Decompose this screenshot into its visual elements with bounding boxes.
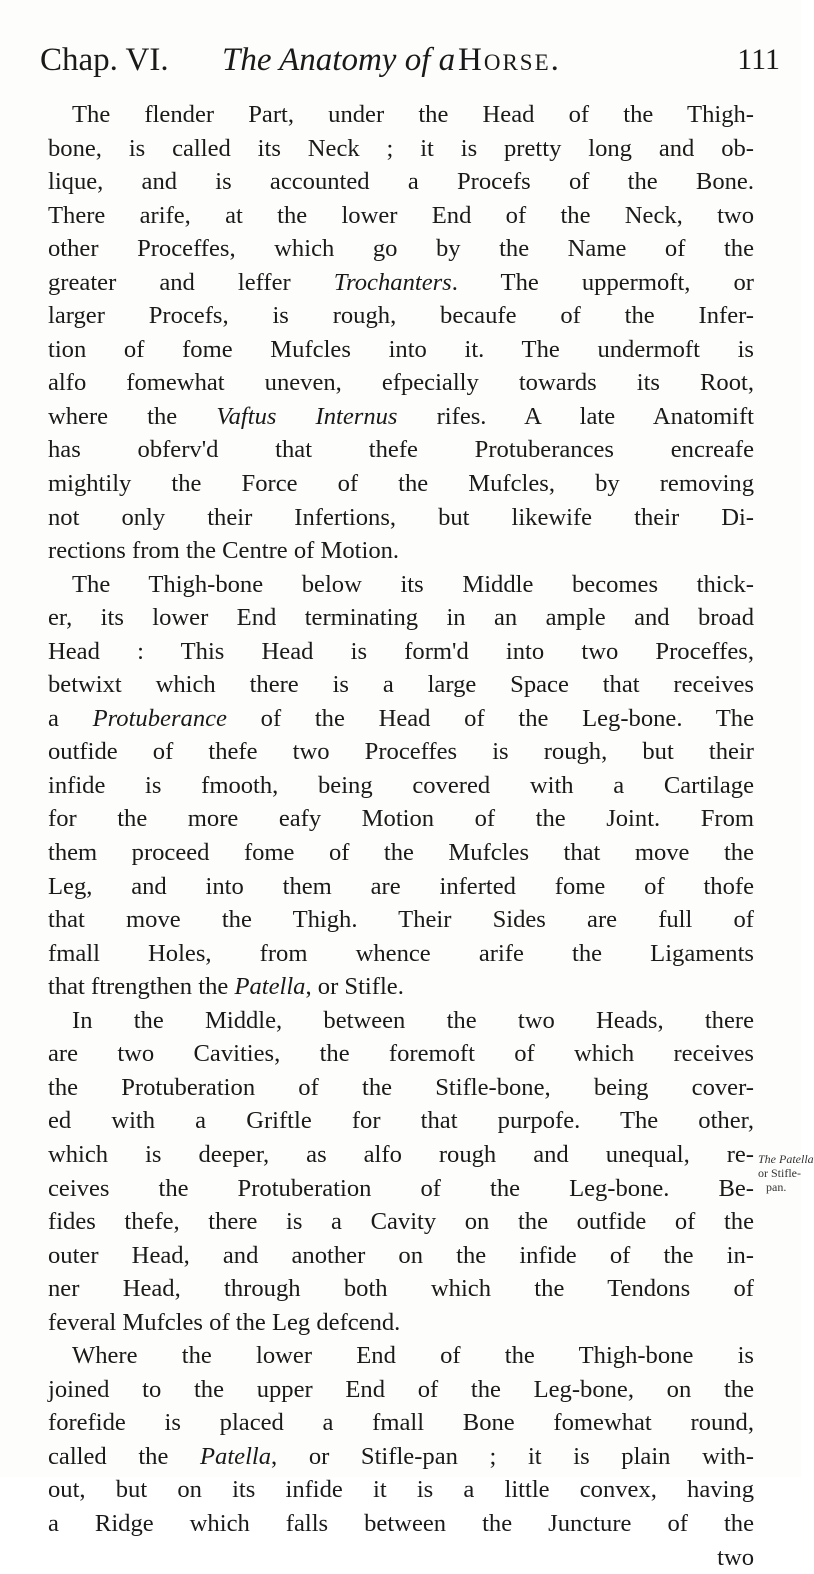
text-segment: mightily the Force of the Mufcles, by removing: [48, 470, 754, 498]
running-title-horse: Horse.: [458, 42, 561, 78]
text-segment: outer Head, and another on the infide of the in-: [48, 1241, 754, 1269]
text-line: [48, 333, 754, 367]
text-segment: that ftrengthen the: [48, 973, 235, 1001]
text-segment: them proceed fome of the Mufcles that move the: [48, 839, 754, 867]
text-segment: of the Head of the Leg-bone. The: [226, 704, 754, 732]
text-line: [48, 735, 754, 769]
body-text: [48, 98, 754, 1574]
text-line: [48, 1406, 754, 1440]
italic-term: Patella: [234, 973, 306, 1001]
text-line: [48, 1507, 754, 1541]
text-segment: outfide of thefe two Proceffes is rough, but their: [48, 738, 754, 766]
text-line: [48, 937, 754, 971]
text-line: [48, 568, 754, 602]
text-line: [48, 769, 754, 803]
text-line: [48, 970, 754, 1004]
text-segment: In the Middle, between the two Heads, there: [72, 1006, 754, 1034]
text-line: [48, 534, 754, 568]
text-segment: rections from the Centre of Motion.: [48, 537, 400, 565]
margin-note-line: pan.: [766, 1180, 787, 1194]
text-line: [48, 501, 754, 535]
italic-term: Patella: [200, 1442, 272, 1470]
text-segment: forefide is placed a fmall Bone fomewhat round,: [48, 1409, 754, 1437]
text-line: [48, 1541, 754, 1574]
italic-term: Vaftus Internus: [216, 402, 398, 430]
text-segment: for the more eafy Motion of the Joint. From: [48, 805, 754, 833]
text-line: [48, 1004, 754, 1038]
text-segment: the Protuberation of the Stifle-bone, being cover-: [48, 1073, 754, 1101]
text-line: [48, 1037, 754, 1071]
text-segment: called the: [48, 1442, 200, 1470]
text-segment: There arife, at the lower End of the Neck, two: [48, 201, 754, 229]
text-line: [48, 1272, 754, 1306]
text-segment: The Thigh-bone below its Middle becomes thick-: [72, 570, 754, 598]
text-line: [48, 702, 754, 736]
text-line: [48, 1138, 754, 1172]
chapter-label: Chap. VI.: [40, 42, 169, 78]
text-segment: a Ridge which falls between the Juncture of the: [48, 1509, 754, 1537]
text-segment: not only their Infertions, but likewife their Di-: [48, 503, 754, 531]
text-segment: . The uppermoft, or: [451, 268, 754, 296]
italic-term: Protuberance: [92, 704, 227, 732]
text-line: [48, 1473, 754, 1507]
margin-note: [758, 1152, 814, 1194]
text-segment: Head : This Head is form'd into two Proceffes,: [48, 637, 754, 665]
text-line: [48, 165, 754, 199]
text-segment: ner Head, through both which the Tendons of: [48, 1275, 754, 1303]
text-segment: that move the Thigh. Their Sides are full of: [48, 906, 754, 934]
text-line: [48, 199, 754, 233]
text-segment: Leg, and into them are inferted fome of thofe: [48, 872, 754, 900]
text-line: [48, 1306, 754, 1340]
text-line: [48, 433, 754, 467]
text-segment: has obferv'd that thefe Protuberances encreafe: [48, 436, 754, 464]
text-line: [48, 836, 754, 870]
italic-term: Trochanters: [333, 268, 452, 296]
page-number: 111: [737, 43, 780, 76]
text-line: [48, 1339, 754, 1373]
text-segment: ceives the Protuberation of the Leg-bone. Be-: [48, 1174, 754, 1202]
text-line: [48, 299, 754, 333]
margin-note-line: or Stifle-: [758, 1166, 801, 1180]
text-segment: rifes. A late Anatomift: [397, 402, 755, 430]
text-segment: , or Stifle-pan ; it is plain with-: [271, 1442, 754, 1470]
text-segment: Where the lower End of the Thigh-bone is: [72, 1342, 754, 1370]
text-line: [48, 98, 754, 132]
text-line: [48, 903, 754, 937]
text-line: [48, 1239, 754, 1273]
text-line: [48, 1104, 754, 1138]
text-segment: , or Stifle.: [305, 973, 404, 1001]
text-segment: bone, is called its Neck ; it is pretty long and ob-: [48, 134, 754, 162]
text-segment: lique, and is accounted a Procefs of the Bone.: [48, 168, 754, 196]
text-segment: er, its lower End terminating in an ample and broad: [48, 604, 754, 632]
text-line: [48, 635, 754, 669]
text-line: [48, 870, 754, 904]
text-segment: betwixt which there is a large Space that receives: [48, 671, 754, 699]
text-segment: tion of fome Mufcles into it. The undermoft is: [48, 335, 754, 363]
running-head: [40, 38, 780, 82]
text-segment: which is deeper, as alfo rough and unequal, re-: [48, 1140, 754, 1168]
text-line: [48, 1373, 754, 1407]
text-segment: other Proceffes, which go by the Name of the: [48, 235, 754, 263]
text-line: [48, 467, 754, 501]
text-segment: where the: [48, 402, 217, 430]
text-line: [48, 1205, 754, 1239]
text-line: [48, 366, 754, 400]
text-line: [48, 601, 754, 635]
text-segment: greater and leffer: [48, 268, 334, 296]
text-segment: alfo fomewhat uneven, efpecially towards its Root,: [48, 369, 754, 397]
running-title: The Anatomy of a: [222, 42, 456, 78]
text-segment: a: [48, 704, 93, 732]
text-line: [48, 400, 754, 434]
text-line: [48, 1172, 754, 1206]
text-segment: are two Cavities, the foremoft of which receives: [48, 1040, 754, 1068]
text-line: [48, 802, 754, 836]
text-segment: two: [717, 1543, 754, 1571]
text-line: [48, 1440, 754, 1474]
text-segment: infide is fmooth, being covered with a Cartilage: [48, 771, 754, 799]
text-segment: fmall Holes, from whence arife the Ligaments: [48, 939, 754, 967]
text-segment: The flender Part, under the Head of the Thigh-: [72, 101, 754, 128]
text-segment: feveral Mufcles of the Leg defcend.: [48, 1308, 401, 1336]
margin-note-line: The Patella: [758, 1152, 814, 1166]
text-segment: ed with a Griftle for that purpofe. The other,: [48, 1107, 754, 1135]
text-line: [48, 1071, 754, 1105]
text-segment: joined to the upper End of the Leg-bone, on the: [48, 1375, 754, 1403]
text-line: [48, 232, 754, 266]
text-line: [48, 132, 754, 166]
text-line: [48, 266, 754, 300]
text-segment: fides thefe, there is a Cavity on the outfide of the: [48, 1208, 754, 1236]
text-segment: larger Procefs, is rough, becaufe of the Infer-: [48, 302, 754, 330]
text-line: [48, 668, 754, 702]
text-segment: out, but on its infide it is a little convex, having: [48, 1476, 754, 1504]
